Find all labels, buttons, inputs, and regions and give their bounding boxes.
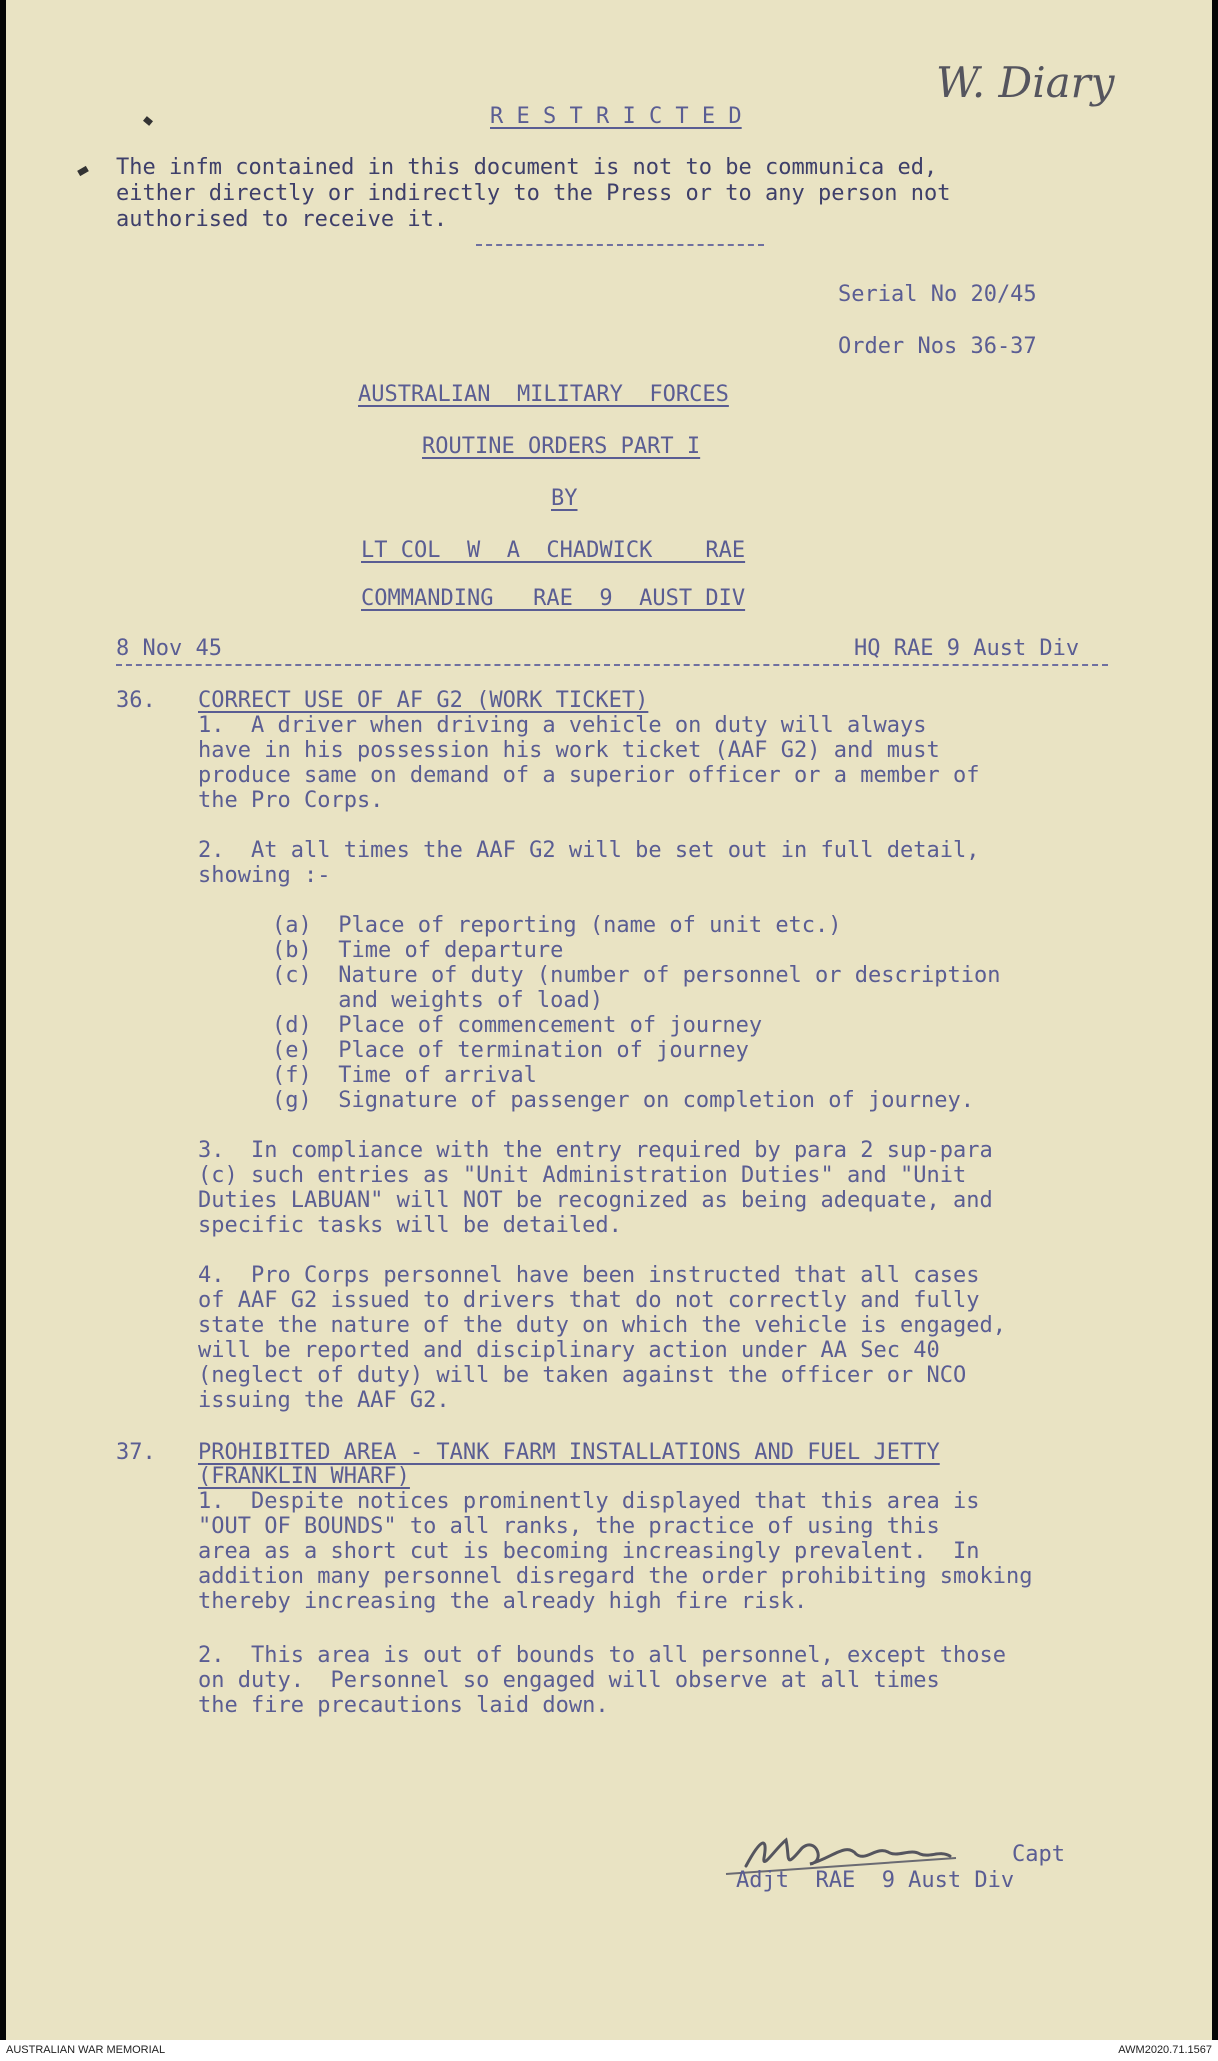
list-item: (b) Time of departure (272, 938, 564, 963)
paragraph-line: produce same on demand of a superior officer or a member of (198, 763, 980, 788)
paragraph-line: area as a short cut is becoming increasingly prevalent. In (198, 1539, 980, 1564)
order-title: (FRANKLIN WHARF) (198, 1464, 410, 1489)
order-title: PROHIBITED AREA - TANK FARM INSTALLATIONS AND FUEL JETTY (198, 1440, 940, 1465)
order-date: 8 Nov 45 (116, 636, 222, 661)
issuing-hq: HQ RAE 9 Aust Div (854, 636, 1080, 661)
punch-mark (143, 116, 153, 126)
signatory-appointment: Adjt RAE 9 Aust Div (736, 1868, 1015, 1893)
list-item: (f) Time of arrival (272, 1063, 537, 1088)
list-item: and weights of load) (272, 988, 604, 1013)
list-item: (a) Place of reporting (name of unit etc.) (272, 913, 842, 938)
paragraph-line: 2. At all times the AAF G2 will be set out in full detail, (198, 838, 980, 863)
paragraph-line: Duties LABUAN" will NOT be recognized as being adequate, and (198, 1188, 993, 1213)
order-number: 36. (116, 688, 156, 713)
paragraph-line: "OUT OF BOUNDS" to all ranks, the practice of using this (198, 1514, 940, 1539)
paragraph-line: showing :- (198, 863, 331, 888)
archive-name: AUSTRALIAN WAR MEMORIAL (6, 2044, 166, 2056)
title-line: LT COL W A CHADWICK RAE (361, 538, 746, 563)
list-item: (d) Place of commencement of journey (272, 1013, 763, 1038)
paragraph-line: issuing the AAF G2. (198, 1388, 450, 1413)
paragraph-line: state the nature of the duty on which the vehicle is engaged, (198, 1313, 1006, 1338)
paragraph-line: 2. This area is out of bounds to all personnel, except those (198, 1643, 1006, 1668)
paragraph-line: of AAF G2 issued to drivers that do not correctly and fully (198, 1288, 980, 1313)
paragraph-line: the fire precautions laid down. (198, 1693, 609, 1718)
document-page (6, 0, 1212, 2040)
paragraph-line: have in his possession his work ticket (AAF G2) and must (198, 738, 940, 763)
warning-line: authorised to receive it. (116, 207, 448, 232)
paragraph-line: 1. Despite notices prominently displayed that this area is (198, 1489, 980, 1514)
warning-line: either directly or indirectly to the Press or to any person not (116, 181, 951, 206)
handwritten-note: W. Diary (936, 58, 1115, 107)
paragraph-line: (neglect of duty) will be taken against the officer or NCO (198, 1363, 967, 1388)
title-line: COMMANDING RAE 9 AUST DIV (361, 586, 746, 611)
paragraph-line: 3. In compliance with the entry required by para 2 sup-para (198, 1138, 993, 1163)
punch-mark (77, 166, 89, 176)
title-line: AUSTRALIAN MILITARY FORCES (358, 382, 729, 407)
paragraph-line: 4. Pro Corps personnel have been instructed that all cases (198, 1263, 980, 1288)
list-item: (g) Signature of passenger on completion of journey. (272, 1088, 974, 1113)
paragraph-line: addition many personnel disregard the order prohibiting smoking (198, 1564, 1033, 1589)
order-number: 37. (116, 1440, 156, 1465)
paragraph-line: on duty. Personnel so engaged will observe at all times (198, 1668, 940, 1693)
warning-line: The infm contained in this document is not to be communica ed, (116, 155, 938, 180)
title-line: ROUTINE ORDERS PART I (422, 434, 701, 459)
paragraph-line: the Pro Corps. (198, 788, 384, 813)
classification-heading: R E S T R I C T E D (490, 104, 742, 129)
divider (476, 244, 764, 246)
list-item: (c) Nature of duty (number of personnel or description (272, 963, 1001, 988)
order-numbers: Order Nos 36-37 (838, 334, 1037, 359)
paragraph-line: thereby increasing the already high fire risk. (198, 1589, 808, 1614)
title-line: BY (551, 486, 578, 511)
paragraph-line: specific tasks will be detailed. (198, 1213, 622, 1238)
paragraph-line: (c) such entries as "Unit Administration Duties" and "Unit (198, 1163, 967, 1188)
archive-reference: AWM2020.71.1567 (1118, 2044, 1212, 2056)
list-item: (e) Place of termination of journey (272, 1038, 749, 1063)
signatory-rank: Capt (1012, 1842, 1065, 1867)
serial-number: Serial No 20/45 (838, 282, 1037, 307)
archive-footer (0, 2040, 1218, 2061)
divider (116, 664, 1108, 666)
paragraph-line: will be reported and disciplinary action under AA Sec 40 (198, 1338, 940, 1363)
paragraph-line: 1. A driver when driving a vehicle on duty will always (198, 713, 927, 738)
order-title: CORRECT USE OF AF G2 (WORK TICKET) (198, 688, 649, 713)
